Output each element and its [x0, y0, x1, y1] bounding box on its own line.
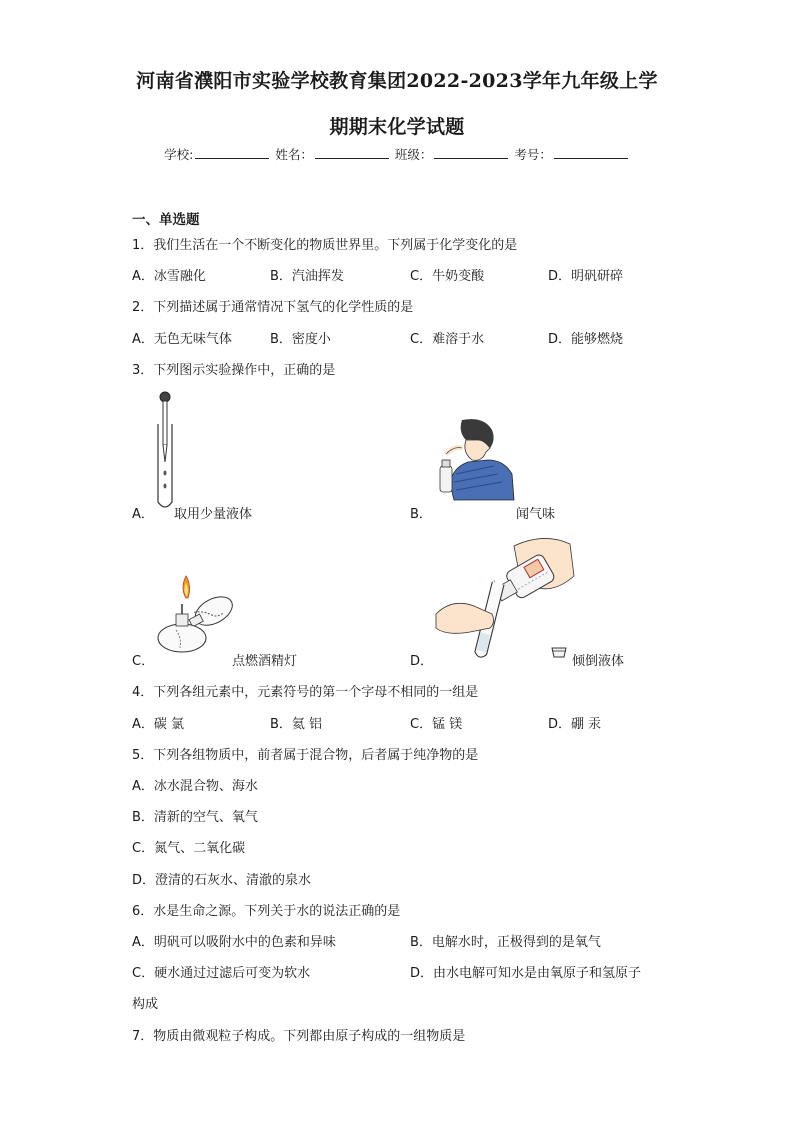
- q5-option-b[interactable]: B．清新的空气、氧气: [132, 810, 258, 825]
- q6-option-c[interactable]: C．硬水通过过滤后可变为软水: [132, 966, 311, 981]
- name-label: 姓名：: [275, 147, 313, 162]
- page-title-line1: 河南省濮阳市实验学校教育集团2022-2023学年九年级上学: [136, 70, 658, 92]
- section-title: 一、单选题: [132, 212, 200, 228]
- exam-no-label: 考号：: [514, 147, 552, 162]
- q3-option-b-caption: 闻气味: [516, 507, 556, 522]
- q3-option-a-caption: 取用少量液体: [174, 507, 253, 522]
- q2-option-a[interactable]: A．无色无味气体: [132, 332, 232, 347]
- q3-option-d-caption: 倾倒液体: [572, 654, 625, 669]
- q5-option-d[interactable]: D．澄清的石灰水、清澈的泉水: [132, 873, 312, 888]
- q6-option-d-continuation: 构成: [132, 997, 159, 1012]
- name-blank[interactable]: [315, 146, 389, 159]
- q1-option-a[interactable]: A．冰雪融化: [132, 269, 206, 284]
- q5-option-a[interactable]: A．冰水混合物、海水: [132, 779, 258, 794]
- dropper-test-tube-figure: [150, 390, 180, 515]
- q3-option-a-letter[interactable]: A．: [132, 507, 154, 522]
- exam-no-blank[interactable]: [554, 146, 628, 159]
- stopper-icon: [551, 646, 567, 660]
- alcohol-lamp-figure: [152, 574, 242, 660]
- q3-option-d-letter[interactable]: D．: [410, 654, 434, 669]
- q1-option-d[interactable]: D．明矾研碎: [548, 269, 624, 284]
- q5-option-c[interactable]: C．氮气、二氧化碳: [132, 841, 246, 856]
- q2-option-d[interactable]: D．能够燃烧: [548, 332, 624, 347]
- q1-option-b[interactable]: B．汽油挥发: [270, 269, 344, 284]
- question-7-stem: 7．物质由微观粒子构成。下列都由原子构成的一组物质是: [132, 1029, 466, 1044]
- q4-option-c[interactable]: C．锰 镁: [410, 717, 463, 732]
- school-blank[interactable]: [195, 146, 269, 159]
- question-4-stem: 4．下列各组元素中，元素符号的第一个字母不相同的一组是: [132, 685, 479, 700]
- q4-option-a[interactable]: A．碳 氯: [132, 717, 185, 732]
- question-3-stem: 3．下列图示实验操作中，正确的是: [132, 363, 336, 378]
- q3-option-c-caption: 点燃酒精灯: [232, 654, 298, 669]
- q4-option-b[interactable]: B．氦 铝: [270, 717, 323, 732]
- q6-option-d[interactable]: D．由水电解可知水是由氧原子和氢原子: [410, 966, 642, 981]
- q3-option-b-letter[interactable]: B．: [410, 507, 432, 522]
- student-info-line: [0, 145, 794, 163]
- q2-option-b[interactable]: B．密度小: [270, 332, 331, 347]
- q1-option-c[interactable]: C．牛奶变酸: [410, 269, 485, 284]
- smelling-gas-figure: [432, 418, 514, 500]
- q3-option-c-letter[interactable]: C．: [132, 654, 155, 669]
- class-blank[interactable]: [434, 146, 508, 159]
- school-label: 学校:: [164, 147, 194, 162]
- question-5-stem: 5．下列各组物质中，前者属于混合物，后者属于纯净物的是: [132, 748, 479, 763]
- question-1-stem: 1．我们生活在一个不断变化的物质世界里。下列属于化学变化的是: [132, 238, 518, 253]
- q2-option-c[interactable]: C．难溶于水: [410, 332, 485, 347]
- class-label: 班级：: [394, 147, 433, 162]
- question-2-stem: 2．下列描述属于通常情况下氢气的化学性质的是: [132, 300, 414, 315]
- page-title-line2: 期期末化学试题: [329, 116, 465, 138]
- question-6-stem: 6．水是生命之源。下列关于水的说法正确的是: [132, 904, 401, 919]
- q6-option-b[interactable]: B．电解水时，正极得到的是氧气: [410, 935, 601, 950]
- q6-option-a[interactable]: A．明矾可以吸附水中的色素和异味: [132, 935, 336, 950]
- q4-option-d[interactable]: D．硼 汞: [548, 717, 602, 732]
